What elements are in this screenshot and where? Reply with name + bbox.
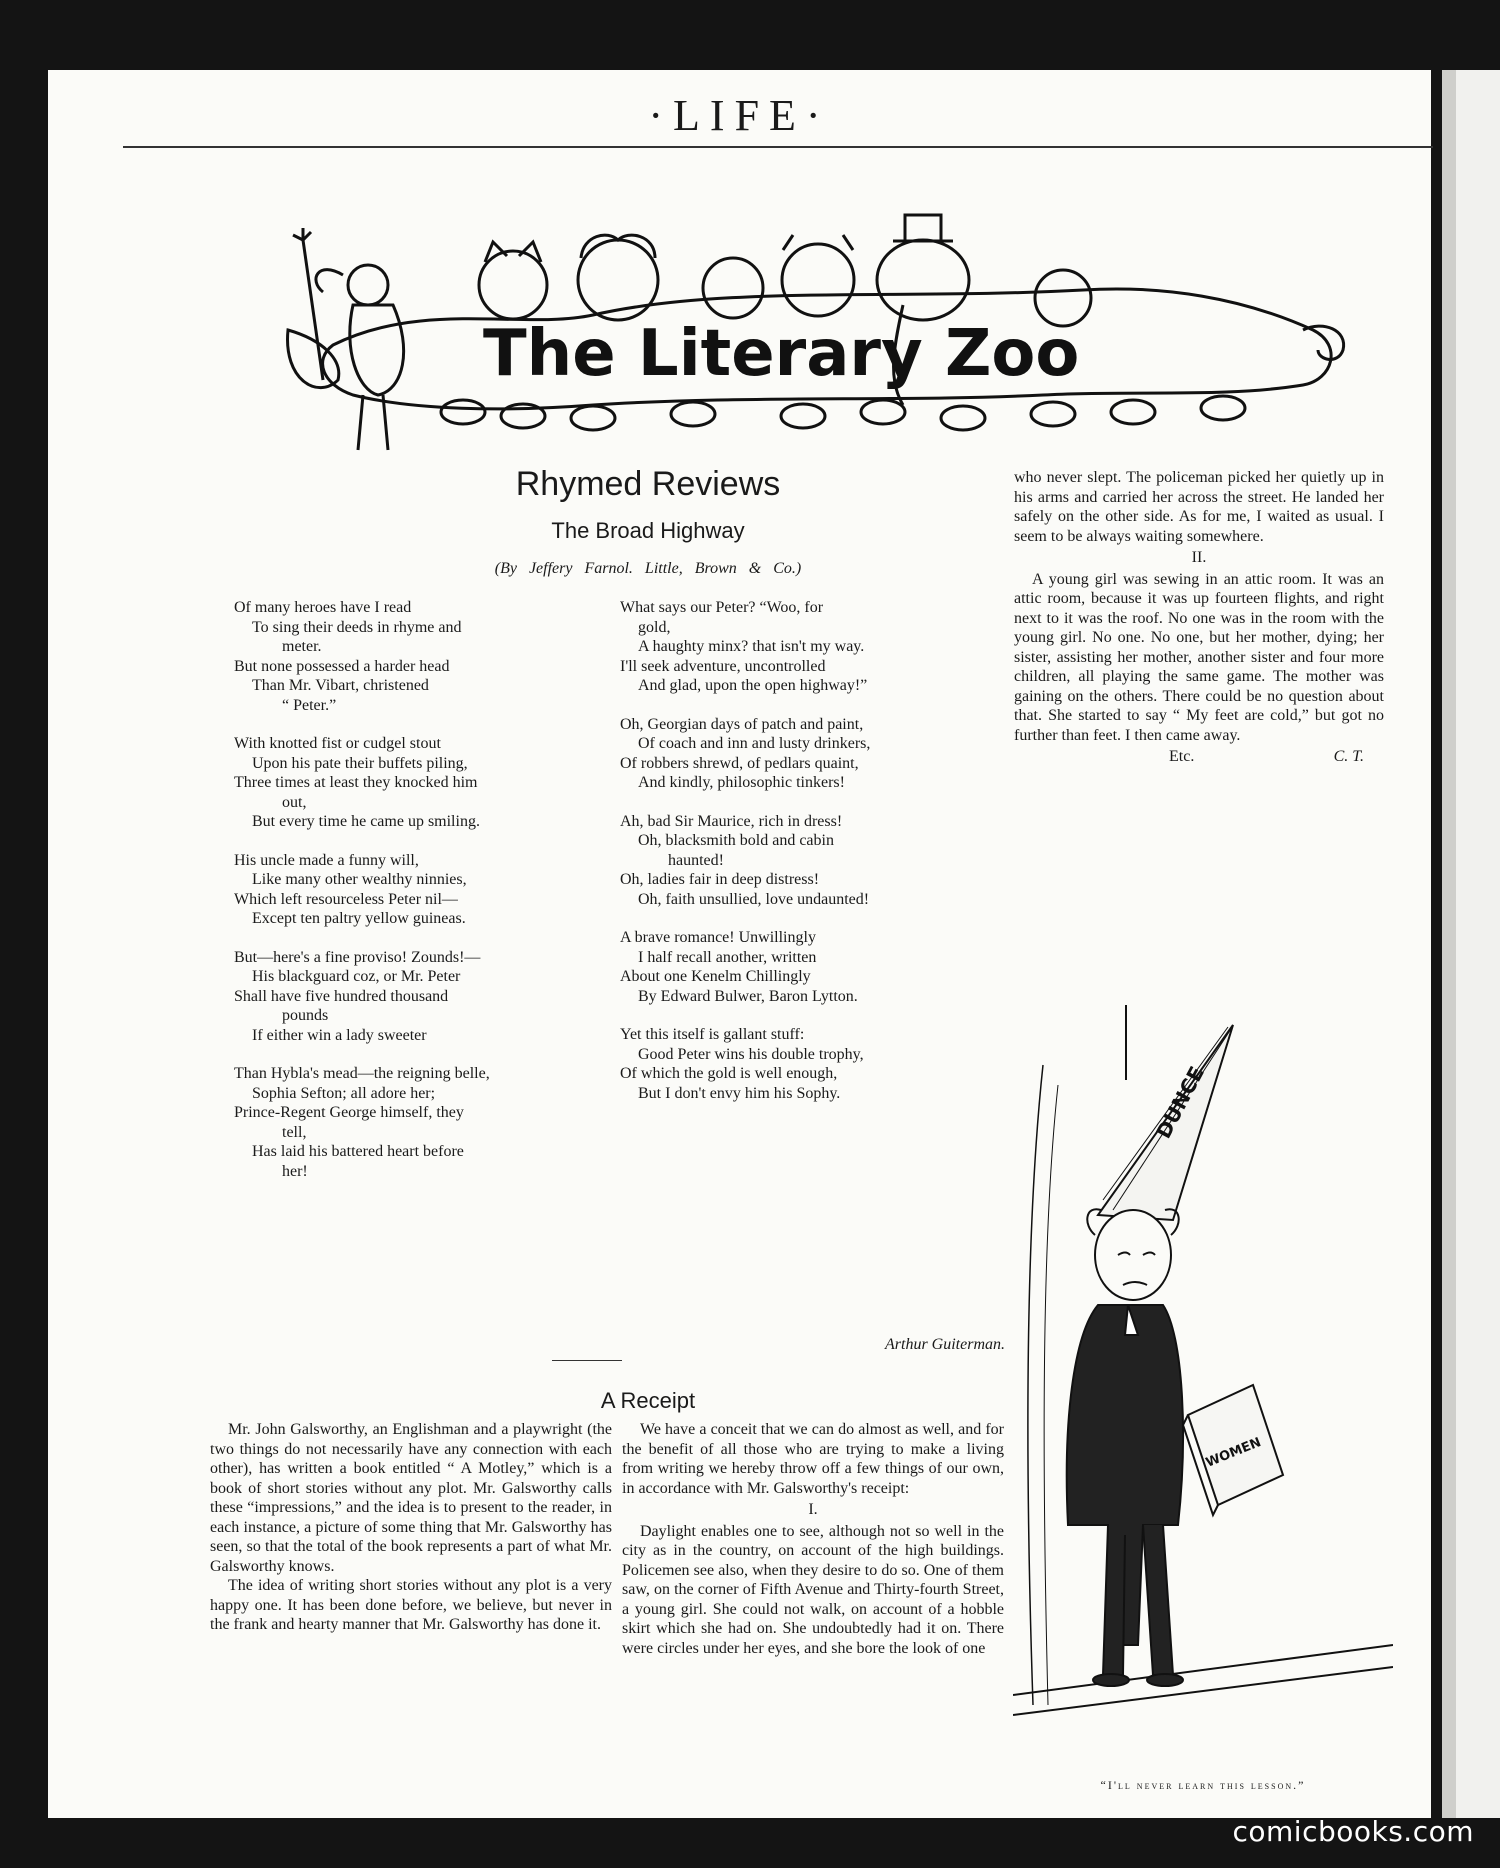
- poem-line: To sing their deeds in rhyme and: [252, 618, 462, 636]
- poem-line: Of robbers shrewd, of pedlars quaint,: [620, 754, 859, 772]
- stanza: [620, 715, 1005, 793]
- poem-line: His blackguard coz, or Mr. Peter: [252, 968, 461, 985]
- stanza: [234, 948, 614, 1046]
- poem-line: Than Mr. Vibart, christened: [252, 677, 429, 694]
- section-mark: II.: [1191, 549, 1207, 566]
- poem-line: pounds: [282, 1007, 329, 1024]
- poem-line: Of many heroes have I read: [234, 599, 412, 616]
- poem-line: Except ten paltry yellow guineas.: [252, 910, 466, 927]
- poem-line: haunted!: [668, 851, 724, 869]
- poem-line: Oh, faith unsullied, love undaunted!: [638, 890, 870, 908]
- poem-line: If either win a lady sweeter: [252, 1026, 427, 1044]
- poem-line: With knotted fist or cudgel stout: [234, 735, 441, 752]
- receipt-signoff: [1014, 747, 1384, 767]
- rhymed-reviews-byline: (By Jeffery Farnol. Little, Brown & Co.): [494, 560, 802, 577]
- poem-line: A haughty minx? that isn't my way.: [638, 638, 865, 655]
- paragraph: The idea of writing short stories without any plot is a very happy one. It has been done before, we believe, but never in the frank and hearty manner that Mr. Galsworthy has done it.: [210, 1577, 612, 1633]
- etc-label: Etc.: [1169, 748, 1195, 765]
- receipt-column-2: [622, 1420, 1004, 1658]
- poem-line: What says our Peter? “Woo, for: [620, 599, 824, 616]
- masthead-rule: [123, 146, 1433, 148]
- section-divider: [552, 1360, 622, 1361]
- paragraph: We have a conceit that we can do almost as well, and for the benefit of all those who are trying to make a living from writing we hereby throw off a few things of our own, in accordance with Mr. Galsworthy's receipt:: [622, 1421, 1004, 1497]
- poem-line: I half recall another, written: [638, 948, 817, 966]
- stanza: [620, 928, 1005, 1006]
- stanza: [234, 734, 614, 832]
- poem-line: By Edward Bulwer, Baron Lytton.: [638, 987, 858, 1005]
- poem-line: meter.: [282, 638, 322, 655]
- paragraph: Daylight enables one to see, although not so well in the city as in the country, on account of the high buildings. Policemen see also, when they desire to do so. One of them saw, on the corner of Fifth Avenue and Thirty-fourth Street, a young girl. She could not walk, on account of a hobble skirt which she had on. She undoubtedly had it on. There were circles under her eyes, and she bore the look of one: [622, 1522, 1004, 1657]
- poem-line: Of which the gold is well enough,: [620, 1065, 838, 1082]
- receipt-title: A Receipt: [600, 1388, 696, 1413]
- stanza: [234, 851, 614, 929]
- stanza: [234, 598, 614, 715]
- rhymed-reviews-title: Rhymed Reviews: [515, 465, 781, 503]
- poem-line: tell,: [282, 1123, 307, 1141]
- cartoon-caption: “I'll never learn this lesson.”: [1100, 1778, 1306, 1792]
- poem-line: About one Kenelm Chillingly: [620, 968, 811, 985]
- poem-column-2: [620, 598, 1005, 1122]
- poem-line: Has laid his battered heart before: [252, 1143, 464, 1160]
- stanza: [620, 812, 1005, 910]
- poem-line: And glad, upon the open highway!”: [638, 677, 868, 694]
- poem-line: Oh, blacksmith bold and cabin: [638, 832, 834, 849]
- poem-line: her!: [282, 1162, 308, 1180]
- stanza: [620, 598, 1005, 696]
- adjacent-page-edge: [1442, 70, 1500, 1818]
- poem-line: And kindly, philosophic tinkers!: [638, 774, 845, 791]
- banner-title: The Literary Zoo: [483, 317, 1080, 391]
- poem-line: Shall have five hundred thousand: [234, 987, 449, 1005]
- literary-zoo-banner: [263, 180, 1363, 500]
- poem-line: But every time he came up smiling.: [252, 813, 480, 830]
- poem-line: But none possessed a harder head: [234, 657, 450, 675]
- dunce-cap-label: DUNCE: [1151, 1062, 1209, 1143]
- poem-line: Like many other wealthy ninnies,: [252, 871, 467, 888]
- paragraph: who never slept. The policeman picked her quietly up in his arms and carried her across the street. He landed her safely on the other side. As for me, I waited as usual. I seem to be always waiting somewhere.: [1014, 469, 1384, 545]
- stanza: [234, 1064, 614, 1181]
- poem-line: Good Peter wins his double trophy,: [638, 1045, 864, 1063]
- paragraph: A young girl was sewing in an attic room. It was an attic room, because it was up fourteen flights, and right next to it was the roof. No one was in the room with the young girl. No one. No one, but her mother, dying; her sister, assisting her mother, another sister and four more children, all playing the same game. The mother was gaining on the others. There could be no question about that. She started to say “ My feet are cold,” but got no further than feet. I then came away.: [1014, 570, 1384, 744]
- poem-line: “ Peter.”: [282, 696, 337, 714]
- poem-line: Oh, ladies fair in deep distress!: [620, 871, 820, 888]
- poem-line: Ah, bad Sir Maurice, rich in dress!: [620, 812, 843, 830]
- poem-line: Yet this itself is gallant stuff:: [620, 1026, 805, 1043]
- watermark: comicbooks.com: [1232, 1815, 1474, 1848]
- poem-signature: Arthur Guiterman.: [885, 1336, 1005, 1353]
- rhymed-reviews-subtitle: The Broad Highway: [551, 518, 745, 543]
- poem-line: But I don't envy him his Sophy.: [638, 1084, 841, 1102]
- poem-line: Of coach and inn and lusty drinkers,: [638, 735, 871, 752]
- poem-line: A brave romance! Unwillingly: [620, 929, 816, 946]
- poem-line: His uncle made a funny will,: [234, 851, 419, 869]
- masthead: ·LIFE·: [648, 91, 831, 140]
- poem-line: But—here's a fine proviso! Zounds!—: [234, 948, 481, 966]
- poem-line: Upon his pate their buffets piling,: [252, 754, 468, 772]
- receipt-column-1: [210, 1420, 612, 1635]
- paragraph: Mr. John Galsworthy, an Englishman and a playwright (the two things do not necessarily have any connection with each other), has written a book entitled “ A Motley,” which is a book of short stories without any plot. Mr. Galsworthy calls these “impressions,” and the idea is to present to the reader, in each instance, a picture of some thing that Mr. Galsworthy has seen, so that the total of the book represents a part of what Mr. Galsworthy knows.: [210, 1421, 612, 1575]
- author-initials: C. T.: [1333, 748, 1364, 765]
- book-label: WOMEN: [1203, 1435, 1264, 1471]
- dunce-cartoon: [1013, 1005, 1393, 1775]
- section-mark: I.: [808, 1501, 818, 1518]
- poem-line: Sophia Sefton; all adore her;: [252, 1084, 436, 1102]
- poem-line: Which left resourceless Peter nil—: [234, 890, 458, 908]
- poem-line: Prince-Regent George himself, they: [234, 1104, 464, 1121]
- poem-column-1: [234, 598, 614, 1200]
- poem-line: Than Hybla's mead—the reigning belle,: [234, 1065, 490, 1082]
- poem-line: Oh, Georgian days of patch and paint,: [620, 715, 864, 733]
- poem-line: gold,: [638, 618, 671, 636]
- poem-line: out,: [282, 793, 307, 811]
- poem-line: Three times at least they knocked him: [234, 774, 478, 791]
- poem-line: I'll seek adventure, uncontrolled: [620, 657, 826, 675]
- stanza: [620, 1025, 1005, 1103]
- receipt-column-3: [1014, 468, 1384, 767]
- magazine-page: [48, 70, 1431, 1818]
